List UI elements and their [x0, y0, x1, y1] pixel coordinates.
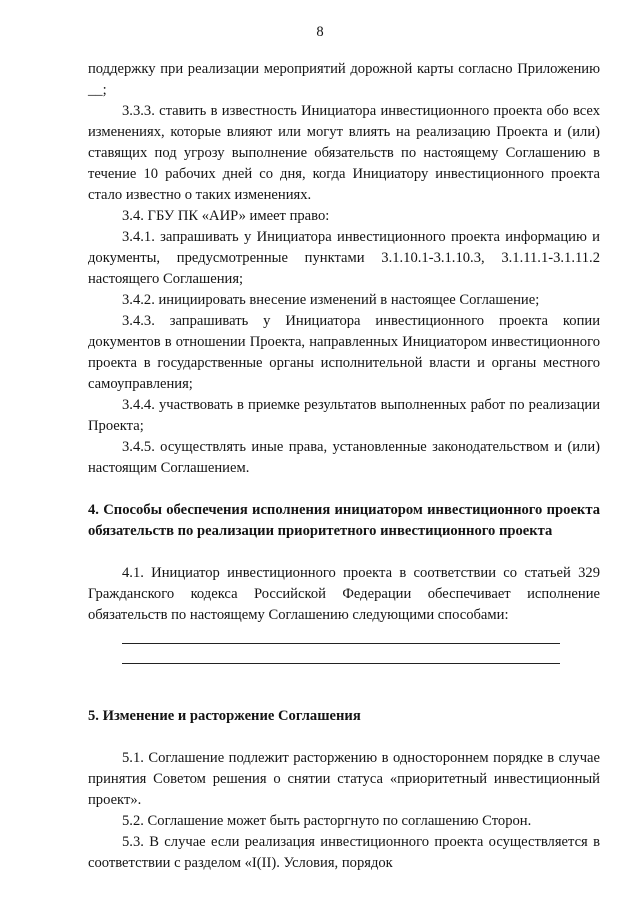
- paragraph-3-4-1: 3.4.1. запрашивать у Инициатора инвестиционного проекта информацию и документы, предусмотренные пунктами 3.1.10.1-3.1.10.3, 3.1.11.1-3.1.11.2 настоящего Соглашения;: [88, 229, 600, 287]
- paragraph-3-3-3: 3.3.3. ставить в известность Инициатора инвестиционного проекта обо всех изменениях, которые влияют или могут влиять на реализацию Проекта и (или) ставящих под угрозу выполнение обязательств по настоящему Соглашению в течение 10 рабочих дней со дня, когда Инициатору инвестиционного проекта стало известно о таких изменениях.: [88, 103, 600, 203]
- section-5-heading: 5. Изменение и расторжение Соглашения: [88, 708, 361, 724]
- spacer: [88, 542, 600, 563]
- paragraph-3-4-2: 3.4.2. инициировать внесение изменений в настоящее Соглашение;: [122, 292, 540, 308]
- paragraph-3-4: 3.4. ГБУ ПК «АИР» имеет право:: [122, 208, 330, 224]
- paragraph-3-4-3: 3.4.3. запрашивать у Инициатора инвестиционного проекта копии документов в отношении Проекта, направленных Инициатором инвестиционного проекта в государственные органы исполнительной власти и органы местного самоуправления;: [88, 313, 600, 392]
- paragraph-intro: поддержку при реализации мероприятий дорожной карты согласно Приложению __;: [88, 61, 600, 98]
- paragraph-3-4-4: 3.4.4. участвовать в приемке результатов выполненных работ по реализации Проекта;: [88, 397, 600, 434]
- spacer: [88, 644, 600, 663]
- paragraph-5-3: 5.3. В случае если реализация инвестиционного проекта осуществляется в соответствии с разделом «I(II). Условия, порядок: [88, 834, 600, 871]
- spacer: [88, 664, 600, 706]
- document-body: [88, 59, 600, 874]
- spacer: [88, 727, 600, 748]
- paragraph-5-2: 5.2. Соглашение может быть расторгнуто по соглашению Сторон.: [122, 813, 532, 829]
- spacer: [88, 479, 600, 500]
- paragraph-5-1: 5.1. Соглашение подлежит расторжению в одностороннем порядке в случае принятия Советом решения о снятии статуса «приоритетный инвестиционный проект».: [88, 750, 600, 808]
- paragraph-3-4-5: 3.4.5. осуществлять иные права, установленные законодательством и (или) настоящим Соглашением.: [88, 439, 600, 476]
- paragraph-4-1: 4.1. Инициатор инвестиционного проекта в соответствии со статьей 329 Гражданского кодекса Российской Федерации обеспечивает исполнение обязательств по настоящему Соглашению следующими способами:: [88, 565, 600, 623]
- page-number: 8: [316, 24, 324, 40]
- spacer: [88, 626, 600, 643]
- section-4-heading: 4. Способы обеспечения исполнения инициатором инвестиционного проекта обязательств по реализации приоритетного инвестиционного проекта: [88, 502, 600, 539]
